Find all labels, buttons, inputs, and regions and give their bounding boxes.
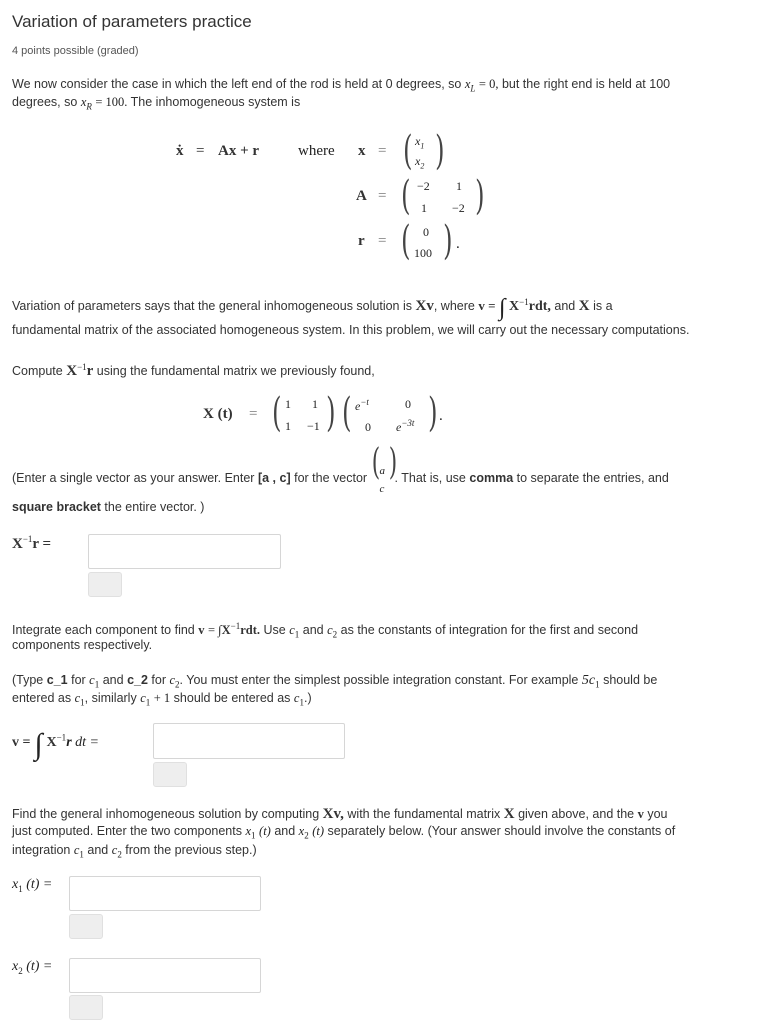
q2-label: v = ∫ $X^{-1}r$ dt = — [12, 728, 99, 761]
q2-submit-button[interactable] — [153, 762, 187, 787]
type-note-line-2: entered as $c_1$, similarly $c_1 + 1$ should be entered as $c_1$.) — [12, 691, 312, 708]
vop-line-1: Variation of parameters says that the general inhomogeneous solution is Xv, where v = ∫ $X^{-1}rdt$, and X is a — [12, 295, 613, 322]
intro-line-1: We now consider the case in which the left end of the rod is held at 0 degrees, so $x_L = 0$, but the right end is held at 100 — [12, 77, 671, 94]
general-line-1: Find the general inhomogeneous solution by computing Xv, with the fundamental matrix X given above, and the v you — [12, 806, 668, 822]
page-title: Variation of parameters practice — [12, 12, 252, 31]
xdot-symbol: ẋ — [176, 143, 184, 159]
fundamental-matrix: X (t) = ( 1 1 1 −1 ) ( $e^{-t}$ 0 0 $e^{-3t}$ ) . — [203, 390, 443, 436]
general-line-3: integration $c_1$ and $c_2$ from the previous step.) — [12, 843, 257, 860]
enter-note-line-2: square bracket the entire vector. ) — [12, 500, 205, 514]
type-note-line-1: (Type c_1 for $c_1$ and c_2 for $c_2$. You must enter the simplest possible integration constant. For example $5c_1$ should be — [12, 673, 658, 690]
system-rhs: Ax + r — [218, 143, 260, 159]
enter-note-line-1: (Enter a single vector as your answer. Enter [a , c] for the vector ( a c ) . That is, use comma to separate the entries, and — [12, 441, 669, 495]
q4-answer-input[interactable] — [69, 958, 261, 993]
compute-instruction: Compute $X^{-1}r$ using the fundamental matrix we previously found, — [12, 362, 375, 380]
intro-line-2: degrees, so $x_R = 100$. The inhomogeneous system is — [12, 95, 301, 112]
vop-line-2: fundamental matrix of the associated homogeneous system. In this problem, we will carry out the necessary computations. — [12, 323, 690, 337]
points-label: 4 points possible (graded) — [12, 45, 139, 57]
q3-answer-input[interactable] — [69, 876, 261, 911]
q4-submit-button[interactable] — [69, 995, 103, 1020]
q1-label: $X^{-1}r$ = — [12, 534, 52, 552]
q3-label: $x_1$ (t) = — [12, 877, 53, 894]
system-equations: ẋ = Ax + r where x = ( $x_1$ $x_2$ ) A = ( −2 1 1 −2 ) r = ( 0 100 ) . — [176, 128, 485, 264]
integrate-line-2: components respectively. — [12, 638, 153, 652]
general-line-2: just computed. Enter the two components $x_1$ (t) and $x_2$ (t) separately below. (Your answer should involve the constants of — [12, 824, 676, 841]
q4-label: $x_2$ (t) = — [12, 959, 53, 976]
q1-answer-input[interactable] — [88, 534, 281, 569]
integrate-line-1: Integrate each component to find $v = \int X^{-1}rdt$. Use $c_1$ and $c_2$ as the constants of integration for the first and second — [12, 621, 639, 640]
q2-answer-input[interactable] — [153, 723, 345, 759]
q1-submit-button[interactable] — [88, 572, 122, 597]
q3-submit-button[interactable] — [69, 914, 103, 939]
